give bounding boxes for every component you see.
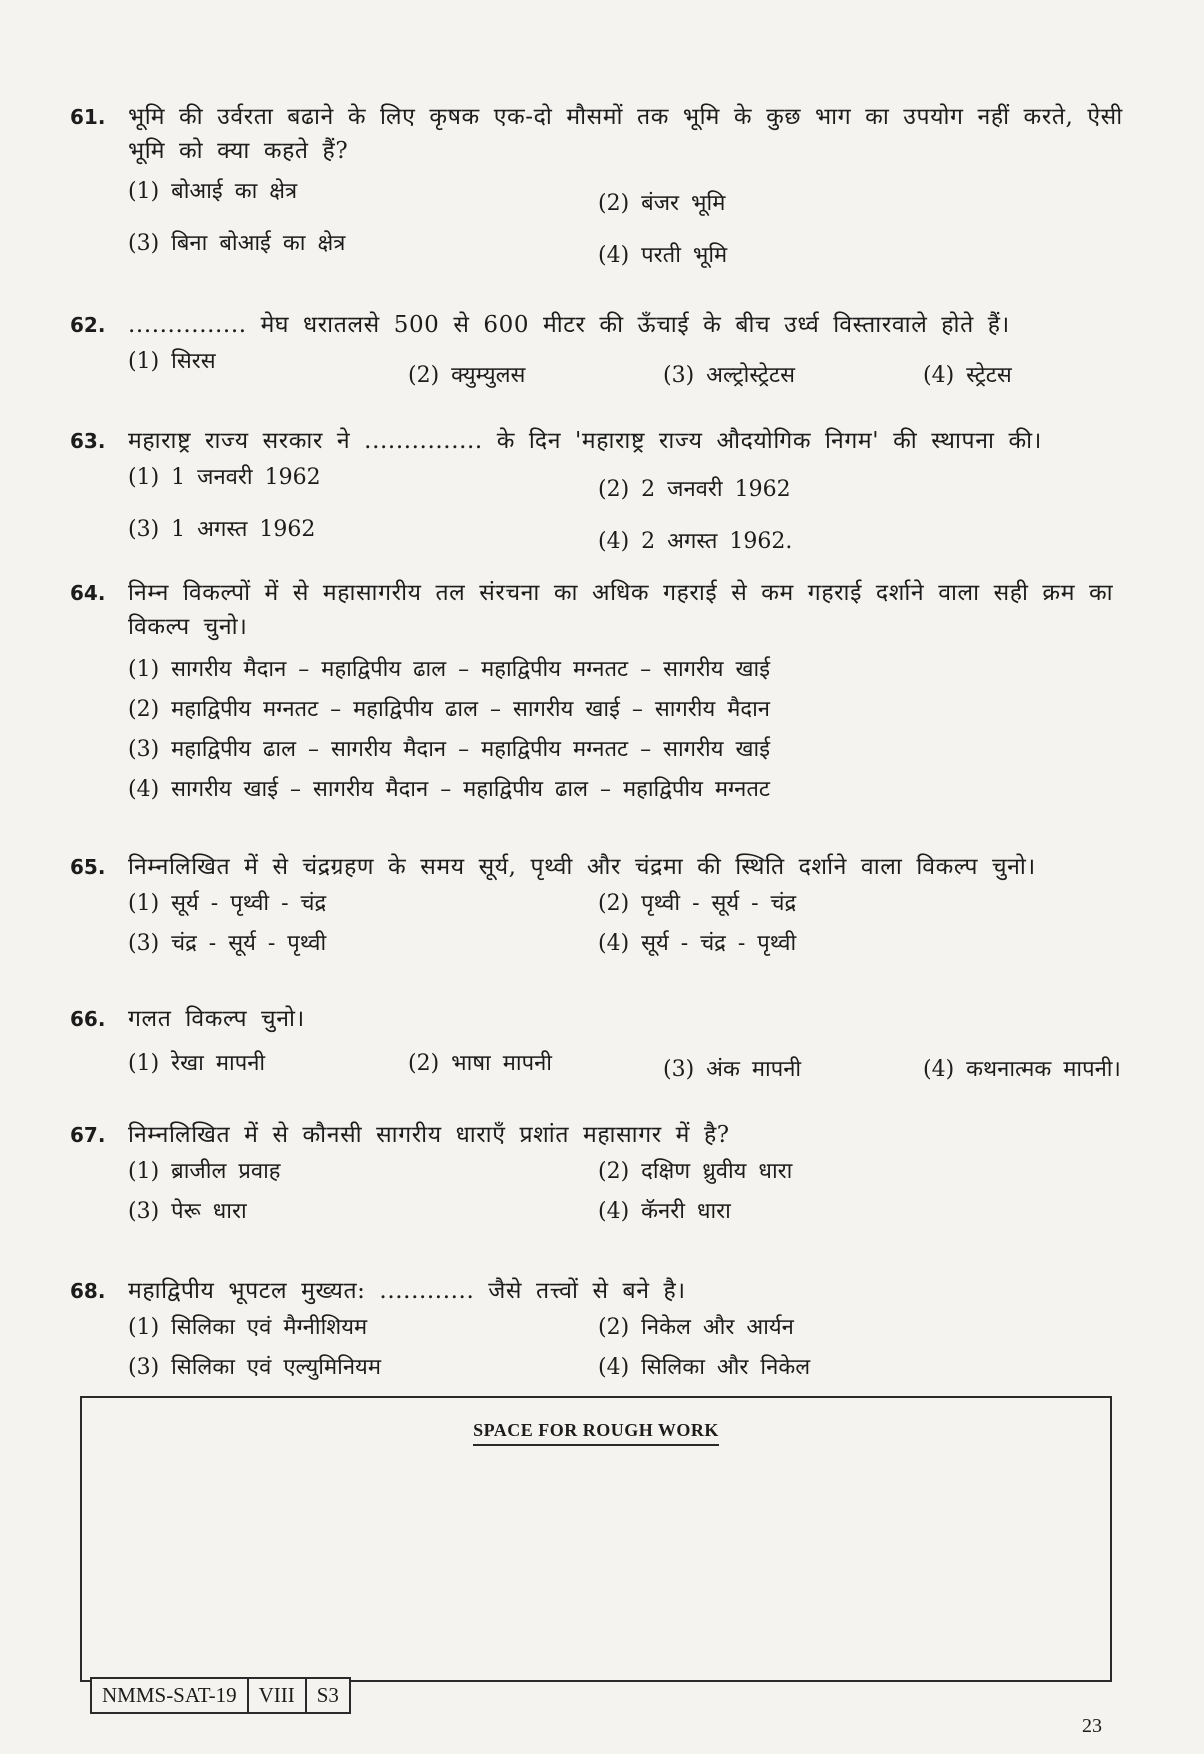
option-2: (2) दक्षिण ध्रुवीय धारा bbox=[598, 1159, 793, 1184]
rough-work-title: SPACE FOR ROUGH WORK bbox=[82, 1420, 1110, 1441]
option-3: (3) अंक मापनी bbox=[663, 1057, 802, 1082]
question-number: 68. bbox=[70, 1279, 106, 1303]
option-2: (2) महाद्विपीय मग्नतट – महाद्विपीय ढाल – सागरीय खाई – सागरीय मैदान bbox=[128, 697, 771, 722]
question-text: भूमि की उर्वरता बढाने के लिए कृषक एक-दो मौसमों तक भूमि के कुछ भाग का उपयोग नहीं करते, ऐसी भूमि को क्या कहते हैं? bbox=[128, 104, 1123, 164]
question-65 bbox=[70, 850, 1130, 964]
question-64 bbox=[70, 576, 1130, 810]
question-number: 67. bbox=[70, 1123, 106, 1147]
option-3: (3) सिलिका एवं एल्युमिनियम bbox=[128, 1355, 381, 1380]
option-4: (4) कथनात्मक मापनी। bbox=[923, 1057, 1121, 1082]
option-1: (1) सूर्य - पृथ्वी - चंद्र bbox=[128, 891, 327, 916]
option-1: (1) बोआई का क्षेत्र bbox=[128, 179, 298, 204]
question-number: 62. bbox=[70, 313, 106, 337]
question-text: निम्नलिखित में से चंद्रग्रहण के समय सूर्य, पृथ्वी और चंद्रमा की स्थिति दर्शाने वाला विकल्प चुनो। bbox=[128, 854, 1036, 880]
question-61 bbox=[70, 100, 1130, 276]
question-number: 64. bbox=[70, 581, 106, 605]
option-2: (2) निकेल और आर्यन bbox=[598, 1315, 794, 1340]
question-number: 61. bbox=[70, 105, 106, 129]
option-1: (1) सागरीय मैदान – महाद्विपीय ढाल – महाद्विपीय मग्नतट – सागरीय खाई bbox=[128, 657, 771, 682]
paper-code: NMMS-SAT-19 bbox=[92, 1679, 249, 1712]
option-1: (1) सिरस bbox=[128, 349, 216, 374]
option-4: (4) सागरीय खाई – सागरीय मैदान – महाद्विपीय ढाल – महाद्विपीय मग्नतट bbox=[128, 777, 771, 802]
option-2: (2) पृथ्वी - सूर्य - चंद्र bbox=[598, 891, 797, 916]
option-4: (4) स्ट्रेटस bbox=[923, 363, 1012, 388]
question-number: 63. bbox=[70, 429, 106, 453]
option-4: (4) परती भूमि bbox=[598, 243, 728, 268]
question-number: 65. bbox=[70, 855, 106, 879]
question-text: ............... मेघ धरातलसे 500 से 600 मीटर की ऊँचाई के बीच उर्ध्व विस्तारवाले होते हैं। bbox=[128, 312, 1010, 338]
page-number: 23 bbox=[1082, 1715, 1102, 1737]
option-3: (3) चंद्र - सूर्य - पृथ्वी bbox=[128, 931, 327, 956]
option-3: (3) बिना बोआई का क्षेत्र bbox=[128, 231, 346, 256]
option-4: (4) सूर्य - चंद्र - पृथ्वी bbox=[598, 931, 797, 956]
option-4: (4) 2 अगस्त 1962. bbox=[598, 529, 793, 554]
rough-work-box bbox=[80, 1396, 1112, 1682]
option-3: (3) 1 अगस्त 1962 bbox=[128, 517, 316, 542]
option-2: (2) बंजर भूमि bbox=[598, 191, 726, 216]
option-1: (1) 1 जनवरी 1962 bbox=[128, 465, 321, 490]
question-67 bbox=[70, 1118, 1130, 1232]
question-text: महाद्विपीय भूपटल मुख्यत: ............ जैसे तत्त्वों से बने है। bbox=[128, 1278, 686, 1304]
question-66 bbox=[70, 1002, 1130, 1090]
option-1: (1) सिलिका एवं मैग्नीशियम bbox=[128, 1315, 368, 1340]
question-62 bbox=[70, 308, 1130, 396]
option-3: (3) पेरू धारा bbox=[128, 1199, 247, 1224]
question-68 bbox=[70, 1274, 1130, 1388]
option-1: (1) ब्राजील प्रवाह bbox=[128, 1159, 281, 1184]
option-2: (2) 2 जनवरी 1962 bbox=[598, 477, 791, 502]
question-text: महाराष्ट्र राज्य सरकार ने ............... के दिन 'महाराष्ट्र राज्य औदयोगिक निगम' की स्थापना की। bbox=[128, 428, 1042, 454]
question-63 bbox=[70, 424, 1130, 562]
option-2: (2) क्युम्युलस bbox=[408, 363, 526, 388]
question-text: निम्न विकल्पों में से महासागरीय तल संरचना का अधिक गहराई से कम गहराई दर्शाने वाला सही क्रम का विकल्प चुनो। bbox=[128, 580, 1114, 640]
option-3: (3) महाद्विपीय ढाल – सागरीय मैदान – महाद्विपीय मग्नतट – सागरीय खाई bbox=[128, 737, 771, 762]
question-text: गलत विकल्प चुनो। bbox=[128, 1006, 305, 1032]
option-4: (4) कॅनरी धारा bbox=[598, 1199, 731, 1224]
option-4: (4) सिलिका और निकेल bbox=[598, 1355, 811, 1380]
paper-code-box bbox=[90, 1677, 351, 1714]
question-number: 66. bbox=[70, 1007, 106, 1031]
option-2: (2) भाषा मापनी bbox=[408, 1051, 552, 1076]
class-code: VIII bbox=[249, 1679, 307, 1712]
option-1: (1) रेखा मापनी bbox=[128, 1051, 266, 1076]
option-3: (3) अल्ट्रोस्ट्रेटस bbox=[663, 363, 795, 388]
question-text: निम्नलिखित में से कौनसी सागरीय धाराएँ प्रशांत महासागर में है? bbox=[128, 1122, 730, 1148]
set-code: S3 bbox=[316, 1683, 339, 1707]
